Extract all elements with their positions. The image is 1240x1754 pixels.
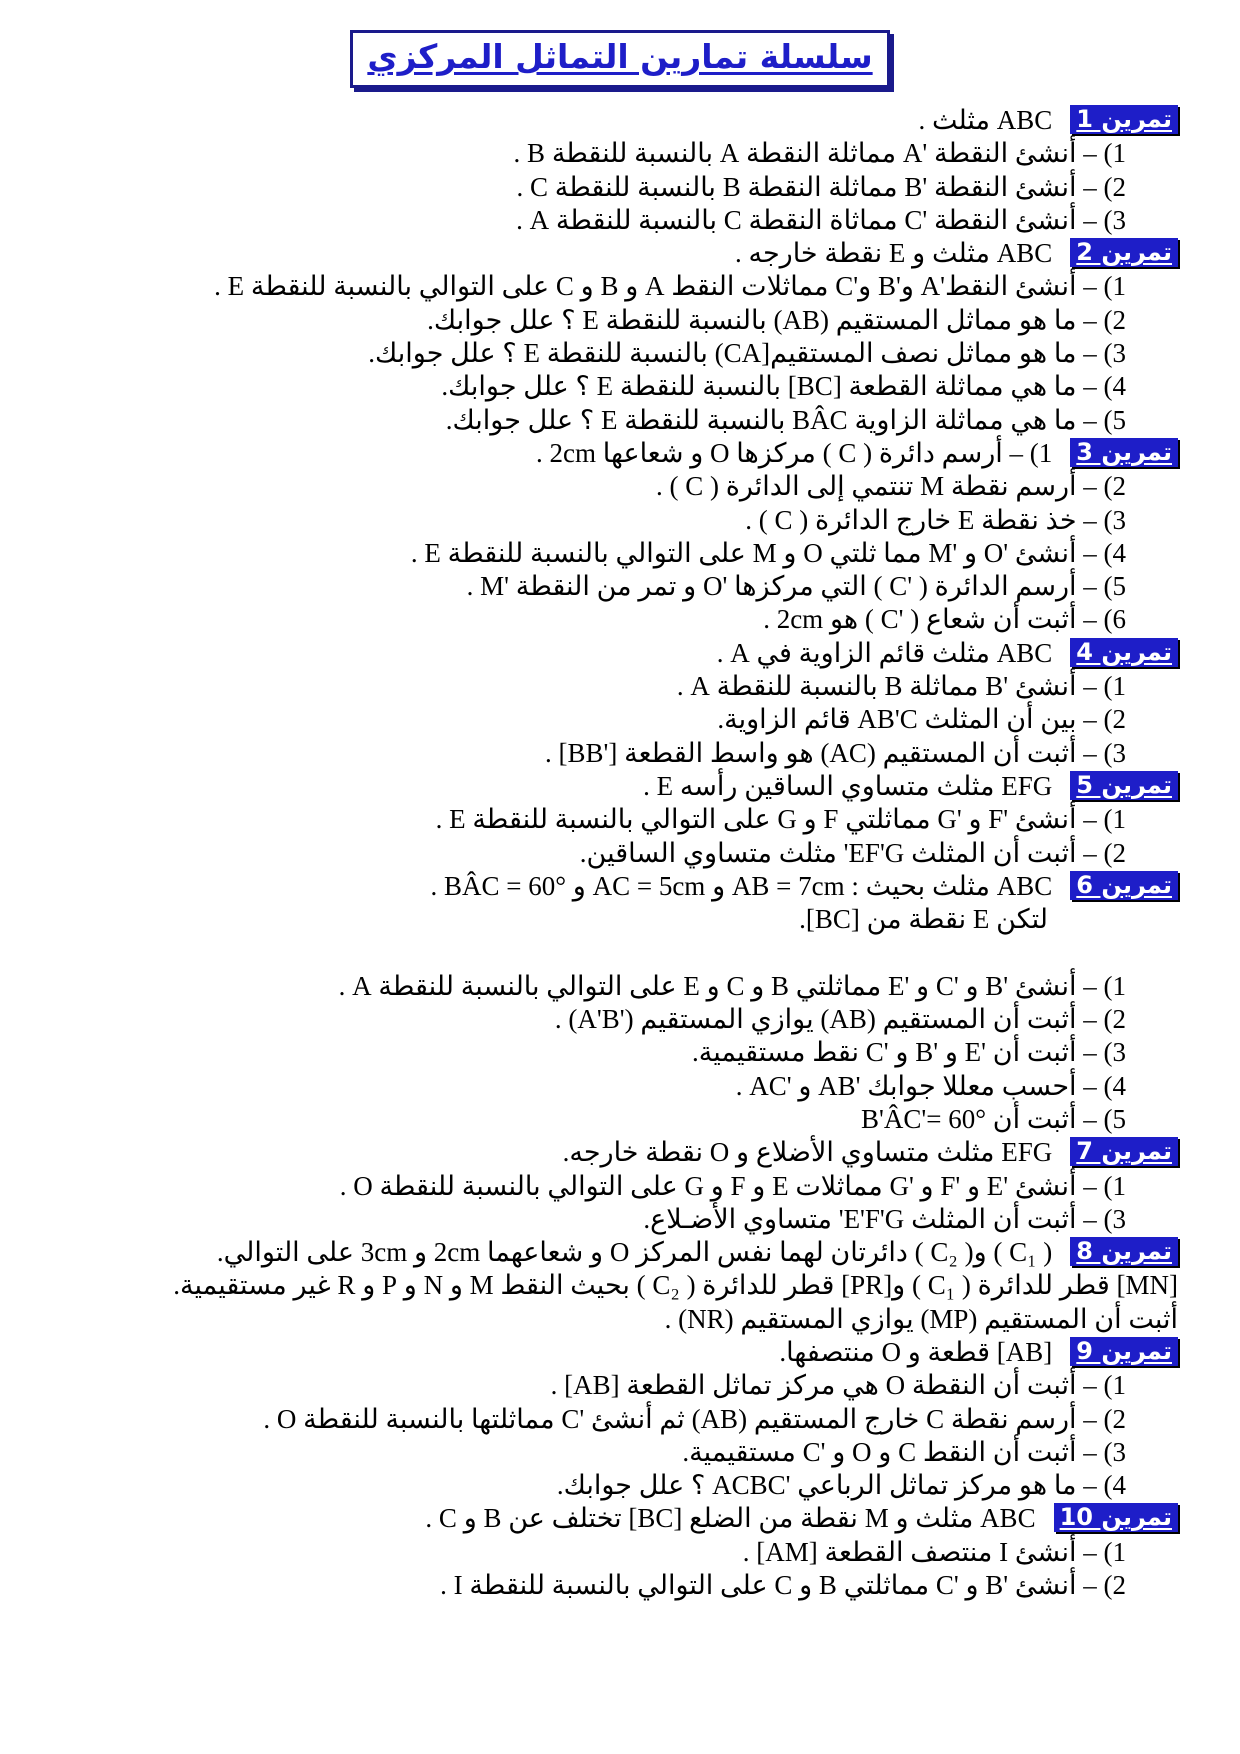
exercise-1-statement: ABC مثلث . xyxy=(918,105,1053,135)
exercise-6-statement: ABC مثلث بحيث : AB = 7cm و AC = 5cm و BÂC = 60° . xyxy=(430,870,1053,901)
exercise-9-item: 3) – أثبت أن النقط C و O و 'C مستقيمية. xyxy=(682,1436,1126,1467)
exercise-4-item: 3) – أثبت أن المستقيم (AC) هو واسط القطعة ['BB] . xyxy=(544,737,1126,768)
exercise-1-item: 3) – أنشئ النقطة 'C مماثاة النقطة C بالنسبة للنقطة A . xyxy=(516,204,1126,235)
exercise-2-item: 1) – أنشئ النقط'A و'B و'C مماثلات النقط A و B و C على التوالي بالنسبة للنقطة E . xyxy=(214,271,1126,302)
exercise-3-item: 3) – خذ نقطة E خارج الدائرة ( C ) . xyxy=(745,504,1126,535)
exercise-7-item: 3) – أثبت أن المثلث E'F'G' متساوي الأضـلاع. xyxy=(643,1203,1126,1234)
exercise-3-item: 4) – أنشئ 'O و 'M مما ثلتي O و M على التوالي بالنسبة للنقطة E . xyxy=(410,537,1126,568)
exercise-8-item: أثبت أن المستقيم (MP) يوازي المستقيم (NR) . xyxy=(664,1303,1178,1334)
exercise-9-item: 2) – أرسم نقطة C خارج المستقيم (AB) ثم أنشئ 'C مماثلتها بالنسبة للنقطة O . xyxy=(263,1403,1126,1434)
exercise-2-statement: ABC مثلث و E نقطة خارجه . xyxy=(734,238,1053,269)
exercise-3-item: 6) – أثبت أن شعاع ( 'C ) هو 2cm . xyxy=(763,604,1126,635)
exercise-3-item: 2) – أرسم نقطة M تنتمي إلى الدائرة ( C ) . xyxy=(655,471,1126,502)
exercise-6-header xyxy=(58,870,1178,903)
exercise-4-statement: ABC مثلث قائم الزاوية في A . xyxy=(716,637,1053,668)
exercise-10-statement: ABC مثلث و M نقطة من الضلع [BC] تختلف عن B و C . xyxy=(425,1503,1036,1534)
exercise-8-label: تمرين 8 xyxy=(1070,1237,1178,1266)
exercise-2-header xyxy=(58,237,1178,270)
exercise-7-item: 1) – أنشئ 'E و 'F و 'G مماثلات E و F و G على التوالي بالنسبة للنقطة O . xyxy=(339,1170,1126,1201)
exercise-2-item: 4) – ما هي مماثلة القطعة [BC] بالنسبة للنقطة E ؟ علل جوابك. xyxy=(441,371,1126,402)
exercise-3-item: 5) – أرسم الدائرة ( 'C ) التي مركزها 'O و تمر من النقطة 'M . xyxy=(466,571,1126,602)
exercise-9-item: 1) – أثبت أن النقطة O هي مركز تماثل القطعة [AB] . xyxy=(550,1370,1126,1401)
exercise-6-item: 3) – أثبت أن 'E و 'B و 'C نقط مستقيمية. xyxy=(691,1037,1126,1068)
exercise-2-item: 5) – ما هي مماثلة الزاوية BÂC بالنسبة للنقطة E ؟ علل جوابك. xyxy=(445,404,1126,435)
exercise-1-item: 1) – أنشئ النقطة 'A مماثلة النقطة A بالنسبة للنقطة B . xyxy=(513,138,1126,169)
exercise-10-item: 1) – أنشئ I منتصف القطعة [AM] . xyxy=(742,1536,1126,1567)
exercise-6-statement-2: لتكن E نقطة من [BC]. xyxy=(799,904,1048,935)
exercise-7-header xyxy=(58,1136,1178,1169)
exercise-2-label: تمرين 2 xyxy=(1070,238,1178,267)
exercise-1-label: تمرين 1 xyxy=(1070,105,1178,134)
exercise-4-label: تمرين 4 xyxy=(1070,638,1178,667)
exercise-6-item: 2) – أثبت أن المستقيم (AB) يوازي المستقيم ('A'B) . xyxy=(554,1004,1126,1035)
exercise-5-item: 2) – أثبت أن المثلث EF'G' مثلث متساوي الساقين. xyxy=(579,837,1126,868)
exercise-3-statement: 1) – أرسم دائرة ( C ) مركزها O و شعاعها 2cm . xyxy=(536,437,1053,468)
exercise-6-item: 1) – أنشئ 'B و 'C و 'E مماثلتي B و C و E على التوالي بالنسبة للنقطة A . xyxy=(338,970,1126,1001)
exercise-6-label: تمرين 6 xyxy=(1070,871,1178,900)
exercise-10-label: تمرين 10 xyxy=(1054,1503,1178,1532)
exercise-9-statement: [AB] قطعة و O منتصفها. xyxy=(779,1336,1053,1367)
exercise-3-label: تمرين 3 xyxy=(1070,438,1178,467)
exercise-8-header xyxy=(58,1236,1178,1269)
exercise-6-item: 5) – أثبت أن B'ÂC'= 60° xyxy=(860,1103,1126,1134)
page-title: سلسلة تمارين التماثل المركزي xyxy=(350,30,889,88)
exercise-2-item: 3) – ما هو مماثل نصف المستقيم[CA) بالنسبة للنقطة E ؟ علل جوابك. xyxy=(368,338,1126,369)
exercise-1-header xyxy=(58,104,1178,137)
title-container xyxy=(0,30,1240,88)
exercise-10-header xyxy=(58,1502,1178,1535)
exercise-5-label: تمرين 5 xyxy=(1070,771,1178,800)
exercise-9-label: تمرين 9 xyxy=(1070,1337,1178,1366)
exercise-1-item: 2) – أنشئ النقطة 'B مماثلة النقطة B بالنسبة للنقطة C . xyxy=(516,171,1126,202)
exercise-5-item: 1) – أنشئ 'F و 'G مماثلتي F و G على التوالي بالنسبة للنقطة E . xyxy=(435,804,1126,835)
exercise-4-item: 1) – أنشئ 'B مماثلة B بالنسبة للنقطة A . xyxy=(676,671,1126,702)
exercise-7-statement: EFG مثلث متساوي الأضلاع و O نقطة خارجه. xyxy=(562,1137,1053,1168)
exercise-4-item: 2) – بين أن المثلث AB'C قائم الزاوية. xyxy=(717,704,1126,735)
exercise-4-header xyxy=(58,637,1178,670)
exercise-3-header xyxy=(58,437,1178,470)
exercise-8-item: [MN] قطر للدائرة ( C₁ ) و[PR] قطر للدائرة ( C₂ ) بحيث النقط M و N و P و R غير مستقيمية. xyxy=(173,1270,1178,1301)
exercise-5-statement: EFG مثلث متساوي الساقين رأسه E . xyxy=(643,770,1053,801)
exercise-list xyxy=(58,104,1178,1602)
exercise-9-header xyxy=(58,1336,1178,1369)
blank-line xyxy=(58,936,1178,969)
exercise-5-header xyxy=(58,770,1178,803)
exercise-2-item: 2) – ما هو مماثل المستقيم (AB) بالنسبة للنقطة E ؟ علل جوابك. xyxy=(427,304,1126,335)
exercise-7-label: تمرين 7 xyxy=(1070,1137,1178,1166)
exercise-6-item: 4) – أحسب معللا جوابك 'AB و 'AC . xyxy=(735,1070,1126,1101)
exercise-9-item: 4) – ما هو مركز تماثل الرباعي 'ACBC ؟ علل جوابك. xyxy=(556,1470,1126,1501)
exercise-8-statement: ( C₁ ) و( C₂ ) دائرتان لهما نفس المركز O و شعاعهما 2cm و 3cm على التوالي. xyxy=(216,1237,1053,1268)
exercise-10-item: 2) – أنشئ 'B و 'C مماثلتي B و C على التوالي بالنسبة للنقطة I . xyxy=(440,1570,1126,1601)
